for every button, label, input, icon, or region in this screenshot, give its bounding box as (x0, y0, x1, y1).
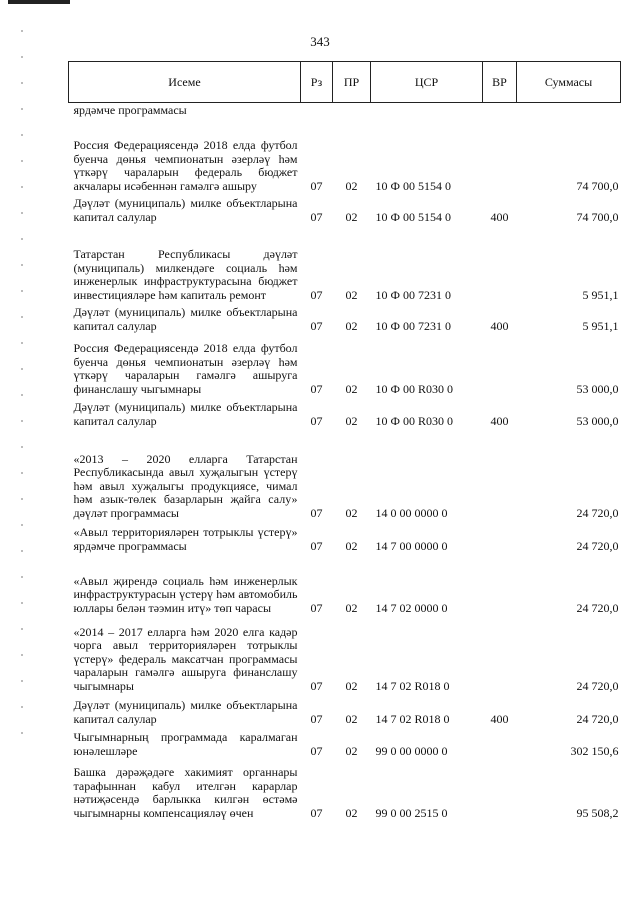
row-amount: 24 720,0 (576, 711, 619, 726)
row-rz: 07 (310, 805, 323, 820)
row-rz: 07 (310, 209, 323, 224)
row-csr: 14 7 02 0000 0 (375, 600, 448, 615)
row-pr: 02 (345, 209, 358, 224)
row-amount: 5 951,1 (582, 287, 619, 302)
row-amount (517, 103, 621, 119)
row-csr: 99 0 00 0000 0 (375, 743, 448, 758)
row-vr (483, 617, 517, 695)
row-rz: 07 (310, 600, 323, 615)
row-pr: 02 (345, 743, 358, 758)
row-pr: 02 (345, 678, 358, 693)
page-number: 343 (310, 34, 330, 49)
row-csr: 10 Ф 00 5154 0 (375, 178, 451, 193)
row-amount: 95 508,2 (576, 805, 619, 820)
row-amount: 53 000,0 (576, 381, 619, 396)
table-row (69, 195, 621, 226)
row-csr: 14 0 00 0000 0 (375, 505, 448, 520)
row-csr: 10 Ф 00 5154 0 (375, 209, 451, 224)
row-pr: 02 (345, 318, 358, 333)
scan-edge-mark (8, 0, 70, 4)
table-row (69, 555, 621, 617)
table-row (69, 398, 621, 430)
row-csr: 10 Ф 00 R030 0 (375, 413, 453, 428)
row-name: Татарстан Республикасы дәүләт (муниципаль) милкендәге социаль һәм инженерлык инфраструктурасына бюджет инвестицияләре һәм капиталь ремонт (73, 247, 298, 302)
row-name: ярдәмче программасы (73, 102, 187, 117)
row-amount: 5 951,1 (582, 318, 619, 333)
row-amount: 24 720,0 (576, 678, 619, 693)
row-vr: 400 (490, 318, 509, 333)
row-amount: 74 700,0 (576, 209, 619, 224)
row-amount: 302 150,6 (570, 743, 619, 758)
row-rz (301, 103, 333, 119)
row-csr: 10 Ф 00 7231 0 (375, 287, 451, 302)
row-rz: 07 (310, 711, 323, 726)
budget-table (68, 61, 621, 822)
row-rz: 07 (310, 381, 323, 396)
row-vr (483, 103, 517, 119)
row-vr: 400 (490, 711, 509, 726)
row-pr: 02 (345, 600, 358, 615)
table-row (69, 119, 621, 195)
table-body (69, 103, 621, 822)
row-name: Чыгымнарның программада каралмаган юнәлешләре (73, 730, 298, 758)
row-pr: 02 (345, 505, 358, 520)
row-name: Дәүләт (муниципаль) милке объектларына капитал салулар (73, 400, 298, 428)
row-name: Башка дәрәҗәдәге хакимият органнары тарафыннан кабул ителгән карарлар нәтиҗәсендә барлыкка килгән өстәмә чыгымнарны компенсацияләү өчен (73, 765, 298, 820)
row-amount: 24 720,0 (576, 505, 619, 520)
row-name: «Авыл җирендә социаль һәм инженерлык инфраструктурасын үстерү һәм автомобиль юллары белән тәэмин итү» төп чарасы (73, 573, 298, 615)
row-vr (483, 760, 517, 822)
row-vr (483, 728, 517, 760)
table-row (69, 430, 621, 522)
header-pr: ПР (333, 62, 371, 103)
row-csr: 99 0 00 2515 0 (375, 805, 448, 820)
row-rz: 07 (310, 287, 323, 302)
row-name: «Авыл территорияләрен тотрыклы үстерү» ярдәмче программасы (73, 525, 298, 553)
row-name: Дәүләт (муниципаль) милке объектларына капитал салулар (73, 305, 298, 333)
table-row (69, 335, 621, 398)
row-csr (371, 103, 483, 119)
header-amount: Суммасы (517, 62, 621, 103)
table-row (69, 226, 621, 304)
row-csr: 10 Ф 00 7231 0 (375, 318, 451, 333)
table-row (69, 728, 621, 760)
row-vr (483, 226, 517, 304)
table-row (69, 617, 621, 695)
row-csr: 14 7 02 R018 0 (375, 711, 450, 726)
row-name: «2013 – 2020 елларга Татарстан Республикасында авыл хуҗалыгын үстерү һәм авыл хуҗалыгы продукциясе, чимал һәм азык-төлек базарларын җайга салу» дәүләт программасы (73, 451, 298, 520)
row-pr: 02 (345, 711, 358, 726)
header-name: Исеме (69, 62, 301, 103)
scan-margin-dots (21, 30, 23, 750)
row-pr: 02 (345, 538, 358, 553)
header-vr: ВР (483, 62, 517, 103)
table-header (69, 62, 621, 103)
table-row (69, 304, 621, 335)
row-vr (483, 522, 517, 555)
row-amount: 74 700,0 (576, 178, 619, 193)
row-amount: 53 000,0 (576, 413, 619, 428)
table-row (69, 695, 621, 728)
row-pr: 02 (345, 413, 358, 428)
header-csr: ЦСР (371, 62, 483, 103)
row-amount: 24 720,0 (576, 538, 619, 553)
row-name: Россия Федерациясендә 2018 елда футбол буенча дөнья чемпионатын әзерләү һәм үткәрү чараларын федераль бюджет акчалары исәбеннән гамәлгә ашыру (73, 138, 298, 193)
header-rz: Рз (301, 62, 333, 103)
row-vr: 400 (490, 413, 509, 428)
row-pr (333, 103, 371, 119)
row-pr: 02 (345, 805, 358, 820)
row-vr (483, 335, 517, 398)
row-vr (483, 555, 517, 617)
row-pr: 02 (345, 287, 358, 302)
row-name: Дәүләт (муниципаль) милке объектларына капитал салулар (73, 196, 298, 224)
row-name: Россия Федерациясендә 2018 елда футбол буенча дөнья чемпионатын әзерләү һәм үткәрү чараларын гамәлгә ашыруга финанслашу чыгымнары (73, 341, 298, 396)
row-rz: 07 (310, 178, 323, 193)
row-csr: 14 7 02 R018 0 (375, 678, 450, 693)
row-pr: 02 (345, 381, 358, 396)
table-row (69, 103, 621, 119)
row-amount: 24 720,0 (576, 600, 619, 615)
row-vr: 400 (490, 209, 509, 224)
row-rz: 07 (310, 743, 323, 758)
row-vr (483, 119, 517, 195)
row-pr: 02 (345, 178, 358, 193)
row-vr (483, 430, 517, 522)
row-rz: 07 (310, 538, 323, 553)
row-csr: 10 Ф 00 R030 0 (375, 381, 453, 396)
row-csr: 14 7 00 0000 0 (375, 538, 448, 553)
table-row (69, 760, 621, 822)
table-row (69, 522, 621, 555)
row-rz: 07 (310, 413, 323, 428)
row-name: «2014 – 2017 елларга һәм 2020 елга кадәр чорга авыл территорияләрен тотрыклы үстерү» федераль максатчан программасы чараларын гамәлгә ашыруга финанслашу чыгымнары (73, 624, 298, 693)
row-rz: 07 (310, 318, 323, 333)
row-rz: 07 (310, 678, 323, 693)
row-name: Дәүләт (муниципаль) милке объектларына капитал салулар (73, 698, 298, 726)
row-rz: 07 (310, 505, 323, 520)
